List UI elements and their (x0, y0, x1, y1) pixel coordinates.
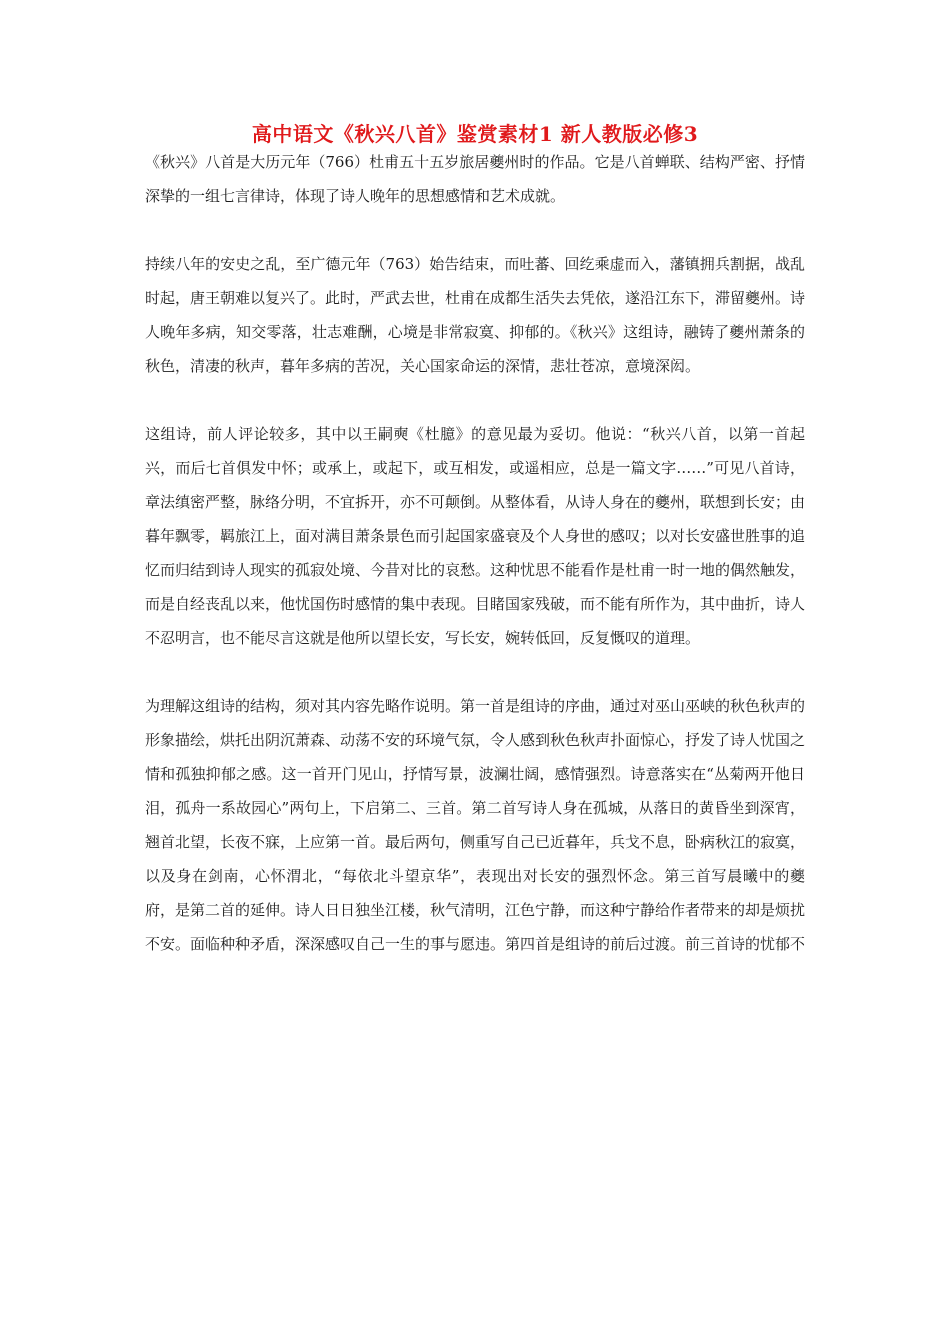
paragraph-3: 这组诗，前人评论较多，其中以王嗣奭《杜臆》的意见最为妥切。他说：“秋兴八首，以第一首起兴，而后七首俱发中怀；或承上，或起下，或互相发，或遥相应，总是一篇文字……”可见八首诗，章法缜密严整，脉络分明，不宜拆开，亦不可颠倒。从整体看，从诗人身在的夔州，联想到长安；由暮年飘零，羁旅江上，面对满目萧条景色而引起国家盛衰及个人身世的感叹；以对长安盛世胜事的追忆而归结到诗人现实的孤寂处境、今昔对比的哀愁。这种忧思不能看作是杜甫一时一地的偶然触发，而是自经丧乱以来，他忧国伤时感情的集中表现。目睹国家残破，而不能有所作为，其中曲折，诗人不忍明言，也不能尽言这就是他所以望长安，写长安，婉转低回，反复慨叹的道理。 (145, 425, 806, 647)
document-body (145, 145, 805, 961)
paragraph-2: 持续八年的安史之乱，至广德元年（763）始告结束，而吐蕃、回纥乘虚而入，藩镇拥兵割据，战乱时起，唐王朝难以复兴了。此时，严武去世，杜甫在成都生活失去凭依，遂沿江东下，滞留夔州。诗人晚年多病，知交零落，壮志难酬，心境是非常寂寞、抑郁的。《秋兴》这组诗，融铸了夔州萧条的秋色，清凄的秋声，暮年多病的苦况，关心国家命运的深情，悲壮苍凉，意境深闳。 (145, 255, 806, 375)
paragraph-4: 为理解这组诗的结构，须对其内容先略作说明。第一首是组诗的序曲，通过对巫山巫峡的秋色秋声的形象描绘，烘托出阴沉萧森、动荡不安的环境气氛，令人感到秋色秋声扑面惊心，抒发了诗人忧国之情和孤独抑郁之感。这一首开门见山，抒情写景，波澜壮阔，感情强烈。诗意落实在“丛菊两开他日泪，孤舟一系故园心”两句上，下启第二、三首。第二首写诗人身在孤城，从落日的黄昏坐到深宵，翘首北望，长夜不寐，上应第一首。最后两句，侧重写自己已近暮年，兵戈不息，卧病秋江的寂寞，以及身在剑南，心怀渭北，“每依北斗望京华”，表现出对长安的强烈怀念。第三首写晨曦中的夔府，是第二首的延伸。诗人日日独坐江楼，秋气清明，江色宁静，而这种宁静给作者带来的却是烦扰不安。面临种种矛盾，深深感叹自己一生的事与愿违。第四首是组诗的前后过渡。前三首诗的忧郁不 (145, 697, 806, 953)
paragraph-1: 《秋兴》八首是大历元年（766）杜甫五十五岁旅居夔州时的作品。它是八首蝉联、结构严密、抒情深挚的一组七言律诗，体现了诗人晚年的思想感情和艺术成就。 (145, 153, 805, 205)
document-title: 高中语文《秋兴八首》鉴赏素材1 新人教版必修3 (251, 122, 699, 146)
